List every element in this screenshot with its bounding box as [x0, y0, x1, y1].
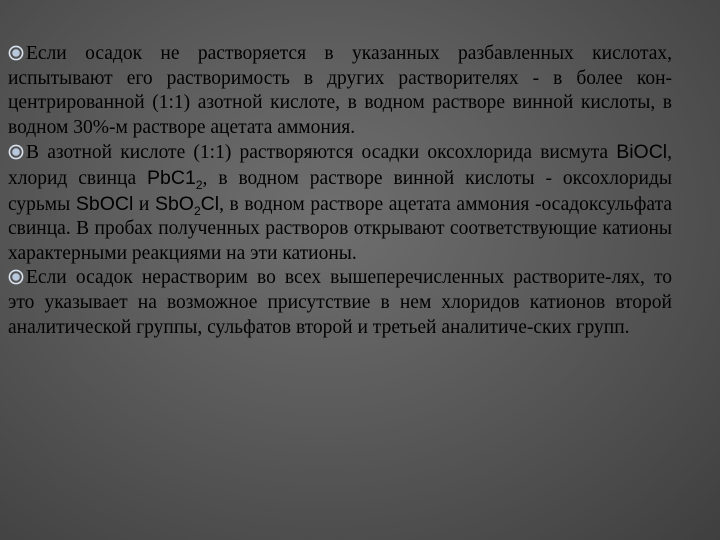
- paragraph-3-text: Если осадок нерастворим во всех вышеперечисленных растворите-лях, то это указывает на возможное присутствие в нем хлоридов катионов второй аналитической группы, сульфатов второй и третьей аналитиче-ских групп.: [8, 267, 672, 338]
- formula-sbo2cl: [154, 192, 220, 218]
- paragraph-1-text: Если осадок не растворяется в указанных разбавленных кислотах, испытывают его растворимость в других растворителях - в более кон-центрированной (1:1) азотной кислоте, в водном растворе винной кислоты, в водном 30%-м растворе ацетата аммония.: [8, 43, 672, 138]
- paragraph-2-text-e: , в водном растворе ацетата аммония -осадоксульфата свинца. В пробах полученных растворов открывают соответствующие катионы характерными реакциями на эти катионы.: [8, 193, 673, 264]
- formula-pbcl2: [147, 166, 203, 192]
- paragraph-1: [8, 42, 672, 140]
- slide-body: [8, 42, 672, 340]
- formula-sbo2cl-tail: Cl: [200, 192, 220, 215]
- paragraph-3: [8, 266, 672, 340]
- formula-biocl: BiOCl: [616, 141, 668, 164]
- formula-pbcl2-base: PbC1: [147, 166, 196, 189]
- formula-sbocl: SbOCl: [75, 192, 134, 215]
- target-bullet-icon: [8, 269, 24, 285]
- target-bullet-icon: [8, 144, 24, 160]
- paragraph-2-text-c: , в водном растворе винной кислоты - оксохлориды сурьмы: [8, 167, 672, 215]
- formula-sbo2cl-subscript: 2: [193, 203, 201, 218]
- paragraph-2-text-d: и: [133, 193, 155, 215]
- target-bullet-icon: [8, 45, 24, 61]
- formula-pbcl2-subscript: 2: [195, 177, 203, 192]
- formula-sbo2cl-base: SbO: [154, 192, 194, 215]
- paragraph-2: [8, 140, 672, 266]
- paragraph-2-text-b: , хлорид свинца: [8, 142, 672, 189]
- paragraph-2-text-a: В азотной кислоте (1:1) растворяются осадки оксохлорида висмута: [26, 142, 617, 164]
